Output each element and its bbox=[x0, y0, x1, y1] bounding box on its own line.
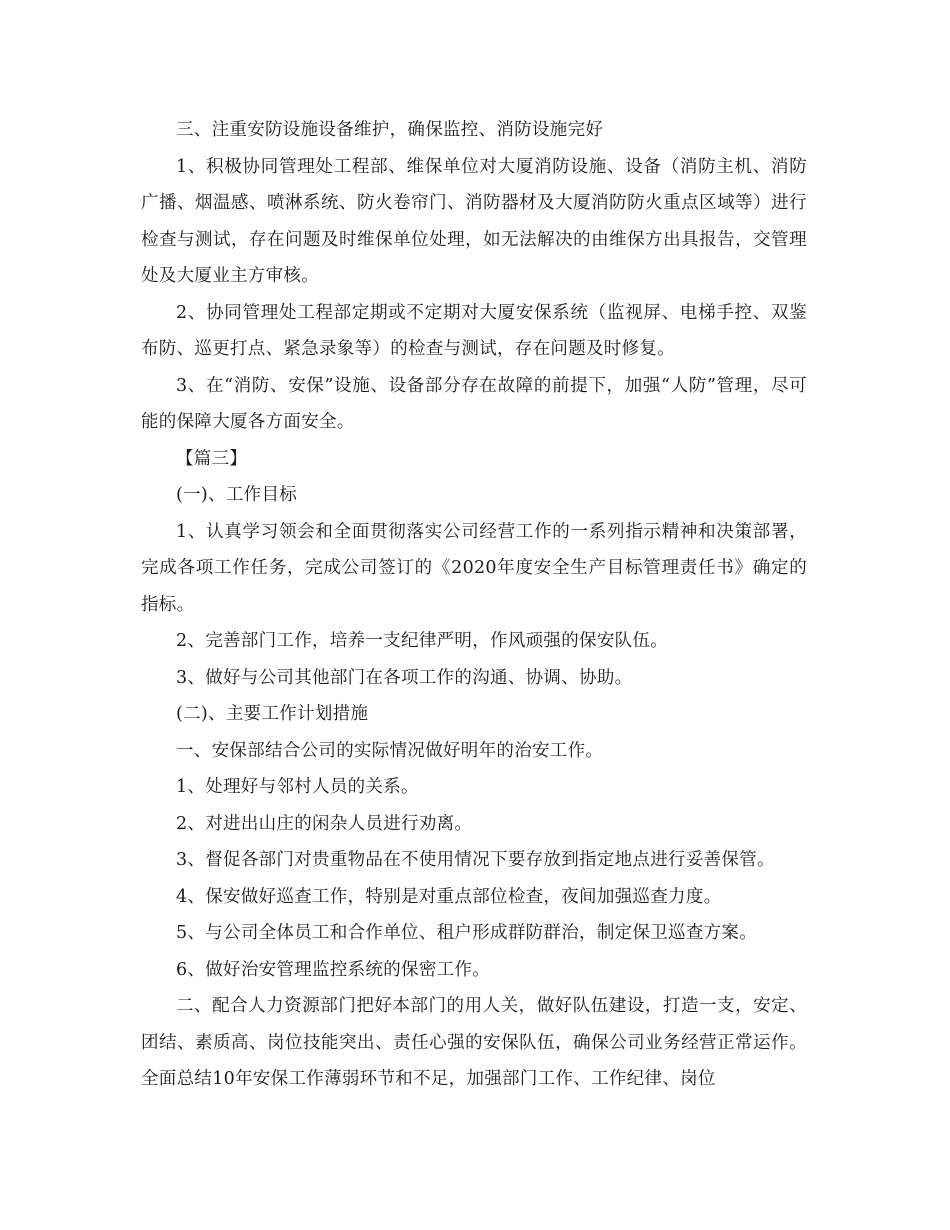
list-item-4: 4、保安做好巡查工作，特别是对重点部位检查，夜间加强巡查力度。 bbox=[176, 886, 722, 907]
list-item-5: 5、与公司全体员工和合作单位、租户形成群防群治，制定保卫巡查方案。 bbox=[176, 923, 758, 943]
paragraph-fire-facilities: 1、积极协同管理处工程部、维保单位对大厦消防设施、设备（消防主机、消防广播、烟温感、喷淋系统、防火卷帘门、消防器材及大厦消防防火重点区域等）进行检查与测试，存在问题及时维保单位处理，如无法解决的由维保方出具报告，交管理处及大厦业主方审核。 bbox=[141, 156, 807, 286]
paragraph-goal-3: 3、做好与公司其他部门在各项工作的沟通、协调、协助。 bbox=[176, 667, 633, 688]
list-item-3: 3、督促各部门对贵重物品在不使用情况下要存放到指定地点进行妥善保管。 bbox=[176, 850, 775, 870]
section-title-part-three: 【篇三】 bbox=[176, 448, 248, 469]
paragraph-hr-cooperation: 二、配合人力资源部门把好本部门的用人关，做好队伍建设，打造一支，安定、团结、素质高、岗位技能突出、责任心强的安保队伍，确保公司业务经营正常运作。全面总结10年安保工作薄弱环节和不足，加强部门工作、工作纪律、岗位 bbox=[141, 996, 807, 1089]
list-item-1: 1、处理好与邻村人员的关系。 bbox=[176, 777, 419, 797]
subheading-main-measures: (二)、主要工作计划措施 bbox=[176, 704, 369, 724]
list-item-2: 2、对进出山庄的闲杂人员进行劝离。 bbox=[176, 813, 473, 834]
paragraph-goal-1: 1、认真学习领会和全面贯彻落实公司经营工作的一系列指示精神和决策部署，完成各项工作任务，完成公司签订的《2020年度安全生产目标管理责任书》确定的指标。 bbox=[141, 521, 807, 615]
subheading-work-goals: (一)、工作目标 bbox=[176, 485, 298, 505]
paragraph-goal-2: 2、完善部门工作，培养一支纪律严明，作风顽强的保安队伍。 bbox=[176, 631, 669, 651]
paragraph-human-defense: 3、在“消防、安保”设施、设备部分存在故障的前提下，加强“人防”管理，尽可能的保障大厦各方面安全。 bbox=[141, 375, 807, 432]
document-body bbox=[141, 112, 807, 1098]
list-item-6: 6、做好治安管理监控系统的保密工作。 bbox=[176, 959, 491, 980]
paragraph-measure-security: 一、安保部结合公司的实际情况做好明年的治安工作。 bbox=[176, 740, 604, 761]
paragraph-security-system: 2、协同管理处工程部定期或不定期对大厦安保系统（监视屏、电梯手控、双鉴布防、巡更打点、紧急录象等）的检查与测试，存在问题及时修复。 bbox=[141, 302, 807, 359]
section-heading-security-maintenance: 三、注重安防设施设备维护，确保监控、消防设施完好 bbox=[176, 120, 604, 140]
